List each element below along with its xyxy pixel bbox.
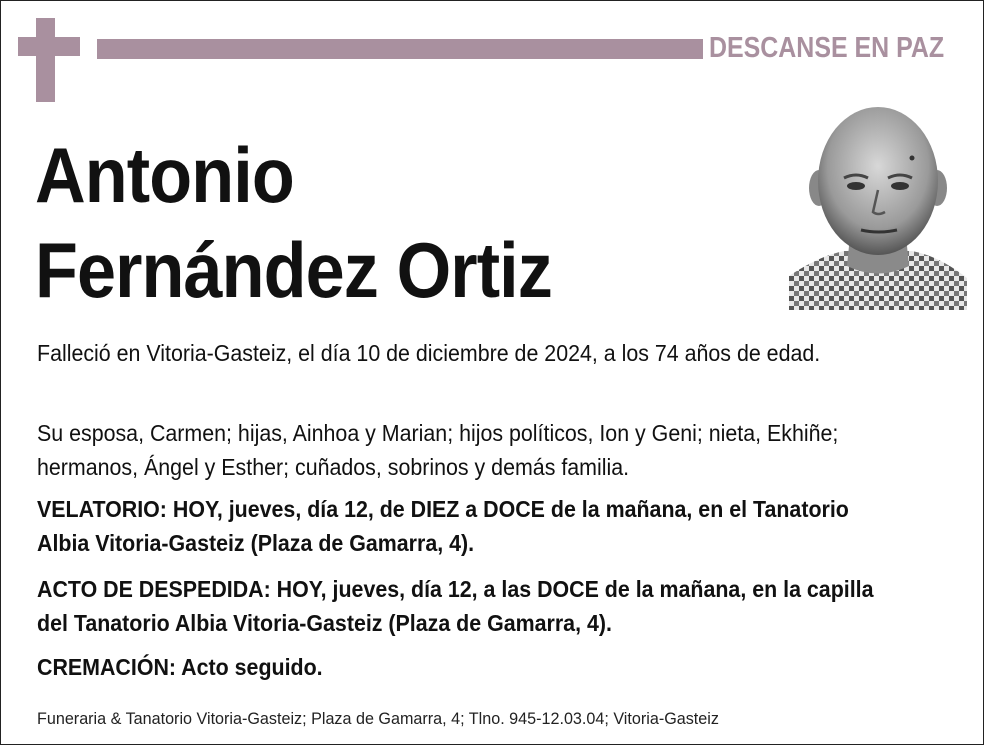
deceased-last-names: Fernández Ortiz bbox=[35, 226, 552, 314]
portrait-photo-image bbox=[789, 106, 967, 310]
farewell-paragraph: ACTO DE DESPEDIDA: HOY, jueves, día 12, a las DOCE de la mañana, en la capilla del Tanatorio Albia Vitoria-Gasteiz (Plaza de Gamarra, 4). bbox=[37, 576, 874, 636]
cremation-paragraph: CREMACIÓN: Acto seguido. bbox=[37, 654, 323, 680]
death-paragraph: Falleció en Vitoria-Gasteiz, el día 10 de diciembre de 2024, a los 74 años de edad. bbox=[37, 340, 821, 366]
cross-horizontal-bar bbox=[18, 37, 80, 56]
family-paragraph: Su esposa, Carmen; hijas, Ainhoa y Marian; hijos políticos, Ion y Geni; nieta, Ekhiñe; hermanos, Ángel y Esther; cuñados, sobrinos y demás familia. bbox=[37, 420, 839, 480]
portrait-photo bbox=[789, 106, 967, 310]
wake-paragraph: VELATORIO: HOY, jueves, día 12, de DIEZ a DOCE de la mañana, en el Tanatorio Albia Vitoria-Gasteiz (Plaza de Gamarra, 4). bbox=[37, 496, 849, 556]
funeral-home-footer: Funeraria & Tanatorio Vitoria-Gasteiz; Plaza de Gamarra, 4; Tlno. 945-12.03.04; Vitoria-Gasteiz bbox=[37, 709, 719, 728]
deceased-first-name: Antonio bbox=[35, 131, 294, 219]
cross-vertical-bar bbox=[36, 18, 55, 102]
header-divider-bar bbox=[97, 39, 703, 59]
header-title: DESCANSE EN PAZ bbox=[709, 32, 945, 64]
